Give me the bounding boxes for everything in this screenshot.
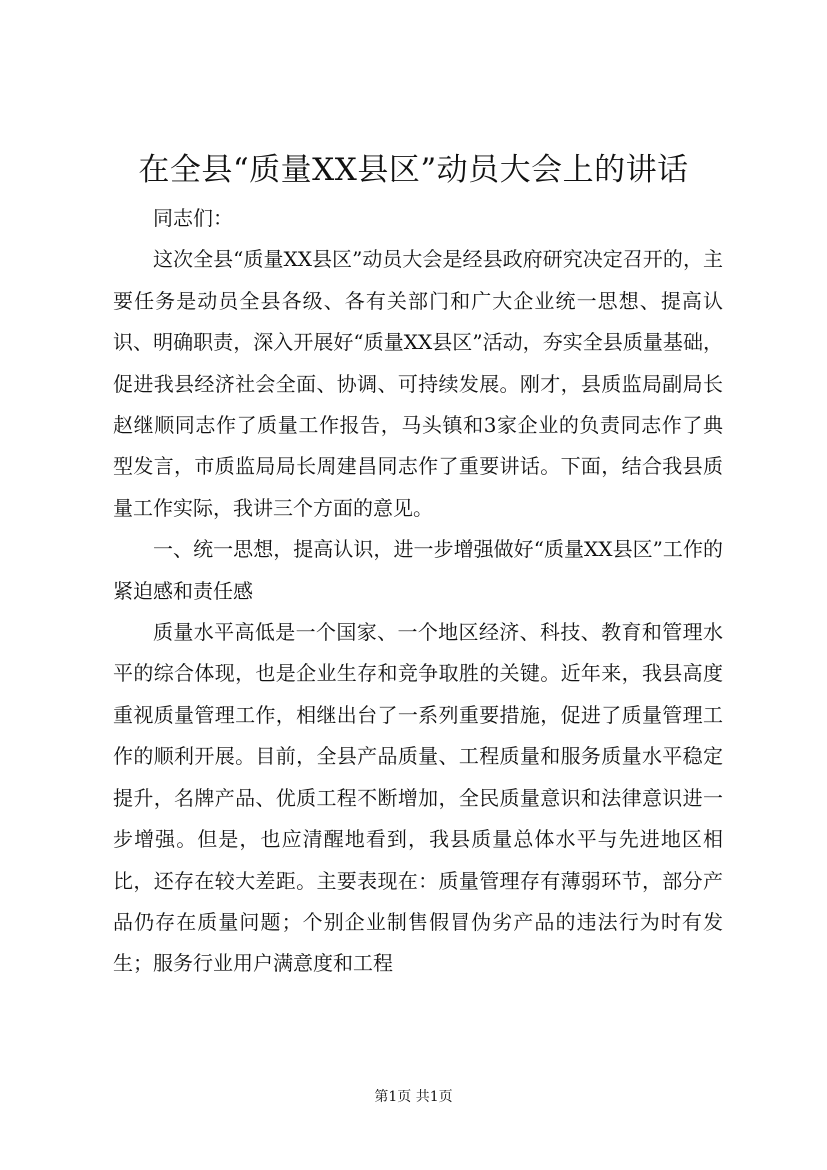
document-title: 在全县“质量XX县区”动员大会上的讲话	[138, 152, 689, 188]
document-body	[113, 198, 723, 985]
section-heading: 一、统一思想，提高认识，进一步增强做好“质量XX县区”工作的紧迫感和责任感	[113, 537, 723, 603]
body-paragraph: 质量水平高低是一个国家、一个地区经济、科技、教育和管理水平的综合体现，也是企业生存和竞争取胜的关键。近年来，我县高度重视质量管理工作，相继出台了一系列重要措施，促进了质量管理工作的顺利开展。目前，全县产品质量、工程质量和服务质量水平稳定提升，名牌产品、优质工程不断增加，全民质量意识和法律意识进一步增强。但是，也应清醒地看到，我县质量总体水平与先进地区相比，还存在较大差距。主要表现在：质量管理存有薄弱环节，部分产品仍存在质量问题；个别企业制售假冒伪劣产品的违法行为时有发生；服务行业用户满意度和工程	[113, 620, 723, 976]
intro-paragraph: 这次全县“质量XX县区”动员大会是经县政府研究决定召开的，主要任务是动员全县各级、各有关部门和广大企业统一思想、提高认识、明确职责，深入开展好“质量XX县区”活动，夯实全县质量基础，促进我县经济社会全面、协调、可持续发展。刚才，县质监局副局长赵继顺同志作了质量工作报告，马头镇和3家企业的负责同志作了典型发言，市质监局局长周建昌同志作了重要讲话。下面，结合我县质量工作实际，我讲三个方面的意见。	[113, 247, 723, 520]
page-footer: 第1页 共1页	[374, 1089, 453, 1105]
salutation-paragraph: 同志们：	[153, 206, 233, 230]
